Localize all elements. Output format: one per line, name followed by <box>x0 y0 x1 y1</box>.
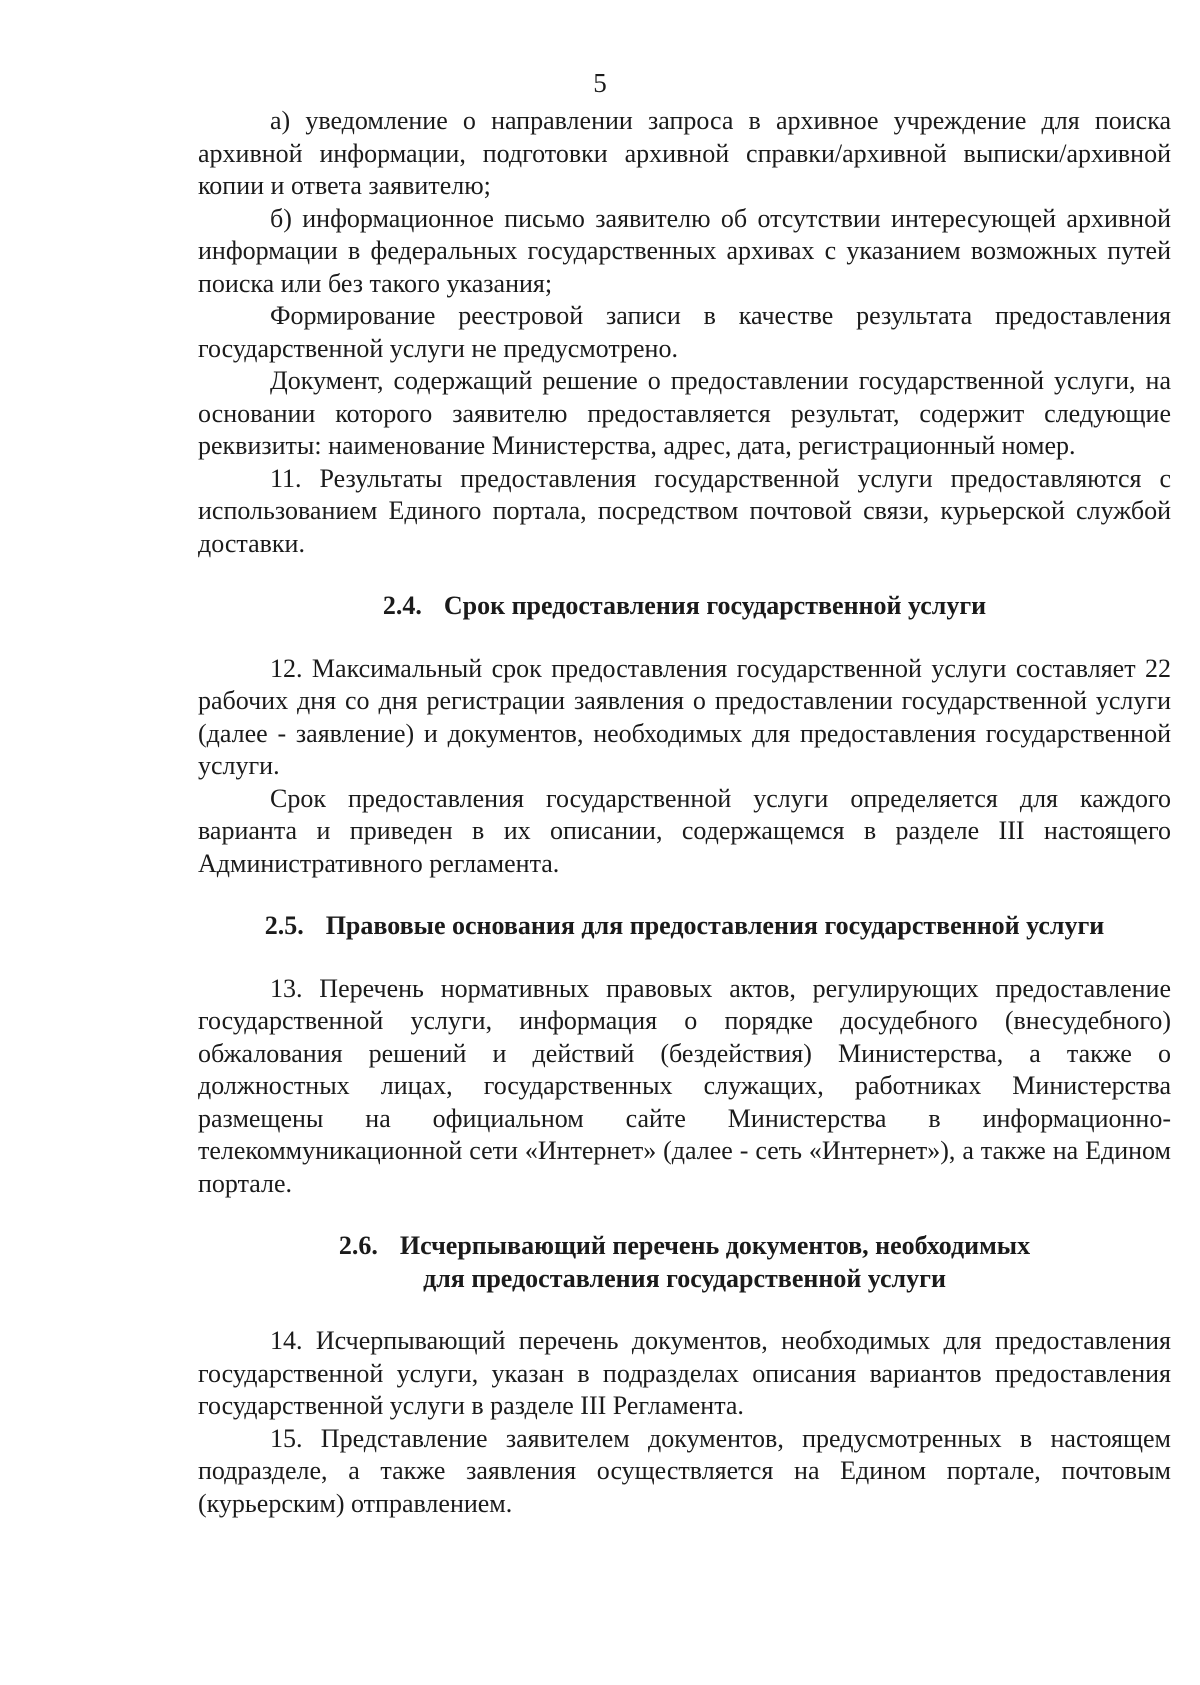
paragraph-document-requisites: Документ, содержащий решение о предоставлении государственной услуги, на основании которого заявителю предоставляется результат, содержит следующие реквизиты: наименование Министерства, адрес, дата, регистрационный номер. <box>198 366 1171 460</box>
paragraph-11: 11. Результаты предоставления государственной услуги предоставляются с использованием Единого портала, посредством почтовой связи, курьерской службой доставки. <box>198 463 1171 558</box>
document-body <box>198 105 1171 1520</box>
section-title: Срок предоставления государственной услуги <box>443 591 987 620</box>
paragraph-notification: а) уведомление о направлении запроса в архивное учреждение для поиска архивной информации, подготовки архивной справки/архивной выписки/архивной копии и ответа заявителю; <box>198 106 1171 200</box>
section-heading-2-4 <box>198 590 1171 623</box>
section-number: 2.6. <box>338 1231 378 1260</box>
section-number: 2.5. <box>264 911 304 940</box>
paragraph-14: 14. Исчерпывающий перечень документов, необходимых для предоставления государственной услуги, указан в подразделах описания вариантов предоставления государственной услуги в разделе III Регламента. <box>198 1326 1171 1420</box>
paragraph-registry-record: Формирование реестровой записи в качестве результата предоставления государственной услуги не предусмотрено. <box>198 301 1171 363</box>
paragraph-13: 13. Перечень нормативных правовых актов, регулирующих предоставление государственной услуги, информация о порядке досудебного (внесудебного) обжалования решений и действий (бездействия) Министерства, а также о должностных лицах, государственных служащих, работниках Министерства размещены на официальном сайте Министерства в информационно-телекоммуникационной сети «Интернет» (далее - сеть «Интернет»), а также на Едином портале. <box>198 973 1171 1198</box>
paragraph-info-letter: б) информационное письмо заявителю об отсутствии интересующей архивной информации в федеральных государственных архивах с указанием возможных путей поиска или без такого указания; <box>198 203 1171 298</box>
section-title-line2: для предоставления государственной услуги <box>423 1263 946 1293</box>
paragraph-15: 15. Представление заявителем документов, предусмотренных в настоящем подразделе, а также заявления осуществляется на Едином портале, почтовым (курьерским) отправлением. <box>198 1423 1171 1518</box>
section-heading-2-6 <box>198 1230 1171 1295</box>
section-title-line1: Исчерпывающий перечень документов, необходимых <box>399 1231 1031 1260</box>
paragraph-term-variants: Срок предоставления государственной услуги определяется для каждого варианта и приведен в их описании, содержащемся в разделе III настоящего Административного регламента. <box>198 783 1171 878</box>
page-number: 5 <box>593 68 607 98</box>
section-heading-2-5 <box>198 910 1171 943</box>
paragraph-12: 12. Максимальный срок предоставления государственной услуги составляет 22 рабочих дня со дня регистрации заявления о предоставлении государственной услуги (далее - заявление) и документов, необходимых для предоставления государственной услуги. <box>198 653 1171 780</box>
section-number: 2.4. <box>382 591 422 620</box>
section-title: Правовые основания для предоставления государственной услуги <box>325 911 1105 940</box>
